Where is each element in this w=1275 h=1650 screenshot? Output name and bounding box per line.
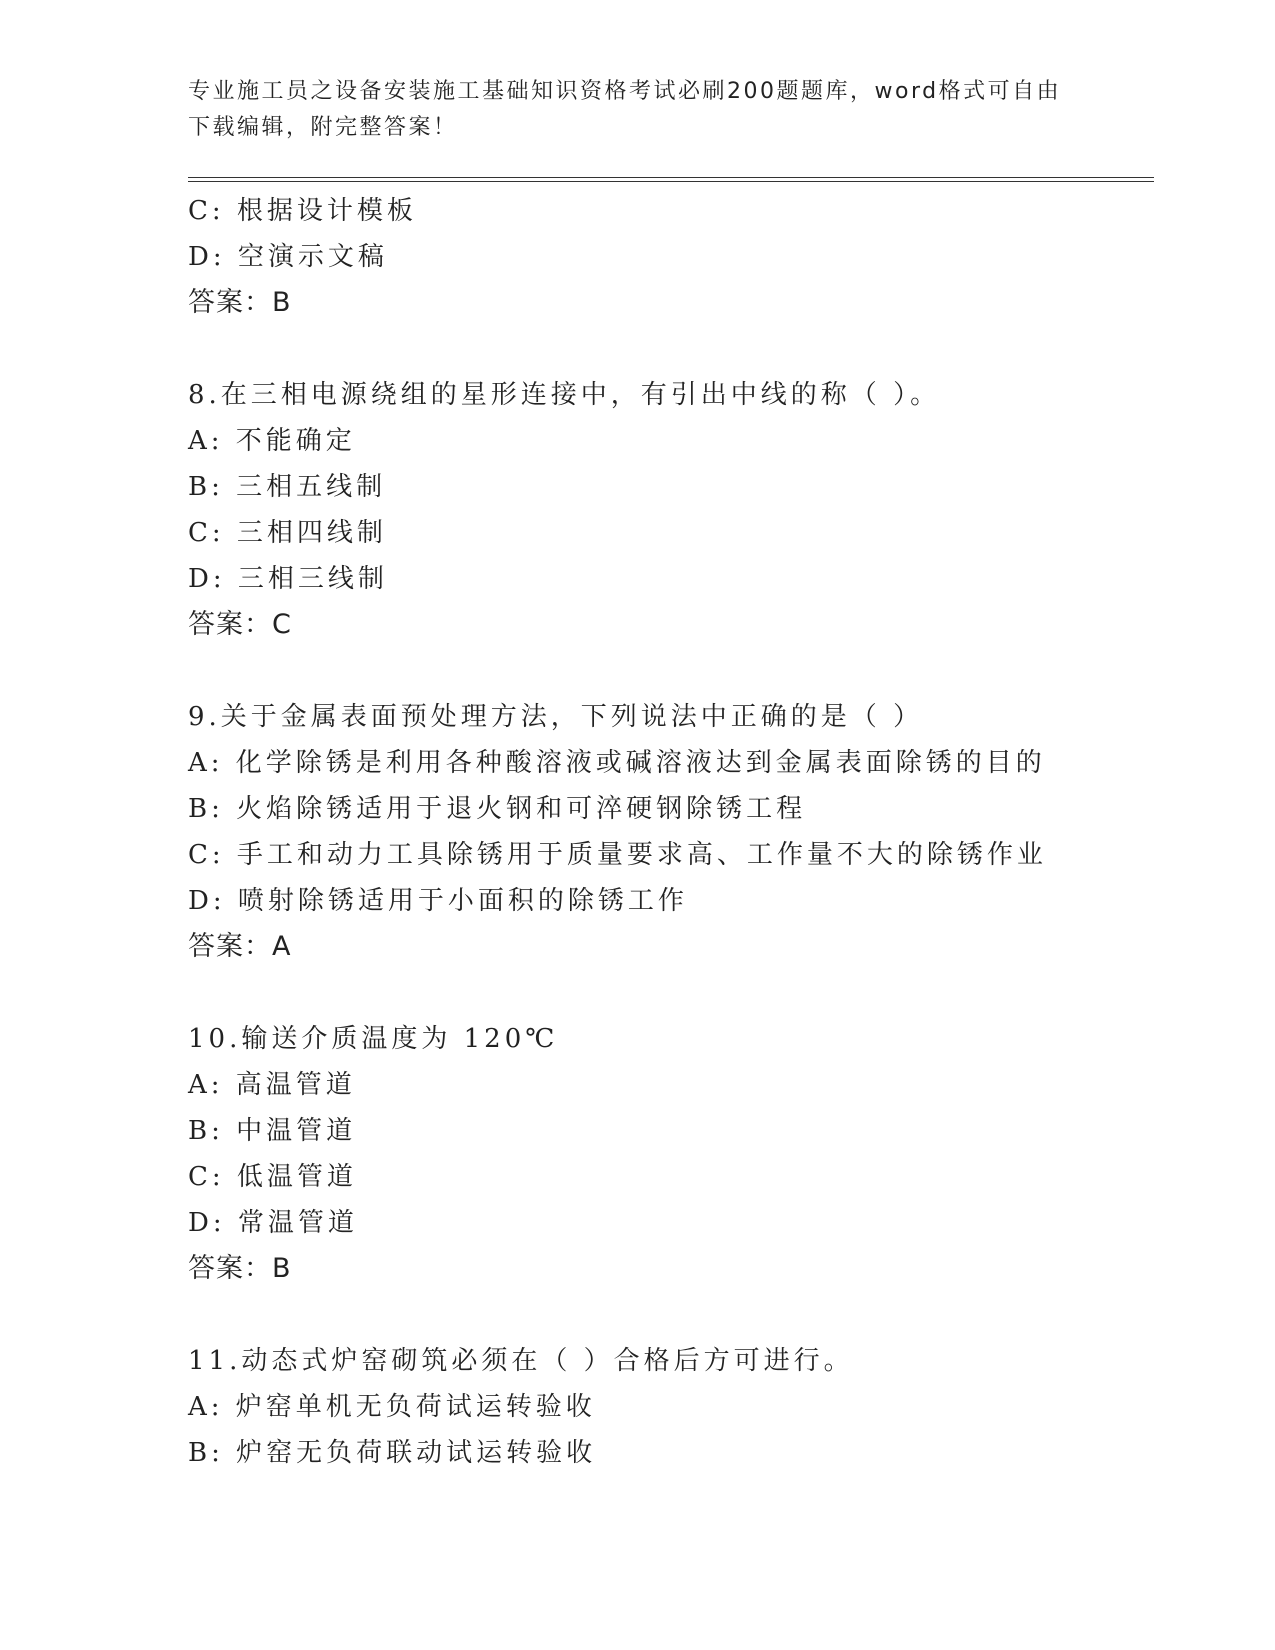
question-stem: 11.动态式炉窑砌筑必须在（ ）合格后方可进行。 [188,1346,854,1376]
question-7-continued [188,188,1154,326]
option-c: C: 低温管道 [188,1162,357,1192]
question-stem: 8.在三相电源绕组的星形连接中，有引出中线的称（ ）。 [188,380,941,410]
option-b: B: 火焰除锈适用于退火钢和可淬硬钢除锈工程 [188,794,807,824]
header-divider [188,177,1154,182]
question-9 [188,694,1154,970]
option-d: D: 喷射除锈适用于小面积的除锈工作 [188,886,688,916]
option-d: D: 空演示文稿 [188,242,388,272]
answer-line: 答案：C [188,609,292,640]
option-a: A: 高温管道 [188,1070,356,1100]
question-stem: 9.关于金属表面预处理方法，下列说法中正确的是（ ） [188,702,924,732]
option-d: D: 三相三线制 [188,564,388,594]
answer-line: 答案：A [188,931,292,962]
document-header [188,74,1088,146]
question-stem: 10.输送介质温度为 120℃ [188,1024,559,1054]
option-a: A: 不能确定 [188,426,356,456]
option-b: B: 中温管道 [188,1116,357,1146]
option-c: C: 手工和动力工具除锈用于质量要求高、工作量不大的除锈作业 [188,840,1047,870]
spacer [188,1292,1154,1338]
spacer [188,326,1154,372]
option-b: B: 三相五线制 [188,472,387,502]
option-a: A: 化学除锈是利用各种酸溶液或碱溶液达到金属表面除锈的目的 [188,748,1046,778]
answer-line: 答案：B [188,287,292,318]
header-line-1: 专业施工员之设备安装施工基础知识资格考试必刷200题题库，word格式可自由 [188,79,1062,104]
option-c: C: 三相四线制 [188,518,387,548]
option-a: A: 炉窑单机无负荷试运转验收 [188,1392,596,1422]
question-11 [188,1338,1154,1476]
question-list [188,188,1154,1476]
question-8 [188,372,1154,648]
option-d: D: 常温管道 [188,1208,358,1238]
header-line-2: 下载编辑，附完整答案！ [188,115,458,140]
option-c: C: 根据设计模板 [188,196,417,226]
answer-line: 答案：B [188,1253,292,1284]
spacer [188,648,1154,694]
option-b: B: 炉窑无负荷联动试运转验收 [188,1438,597,1468]
spacer [188,970,1154,1016]
question-10 [188,1016,1154,1292]
